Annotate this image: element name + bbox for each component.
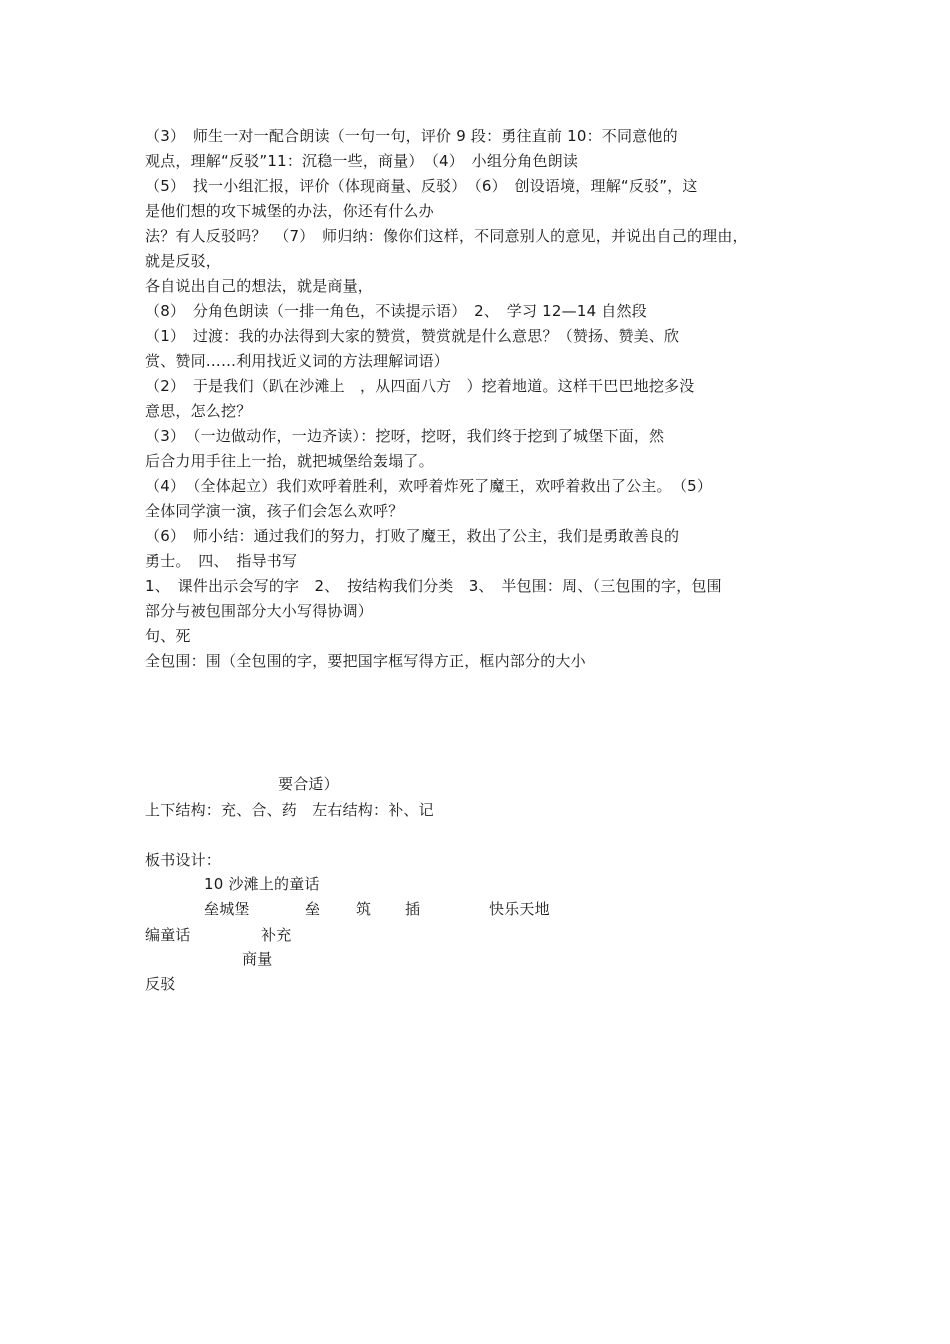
board-item-2: 垒 bbox=[305, 900, 321, 918]
text-line-13: （3） （一边做动作，一边齐读）：挖呀，挖呀，我们终于挖到了城堡下面，然 bbox=[145, 427, 665, 445]
text-line-21: 句、死 bbox=[145, 627, 191, 645]
text-line-18: 勇士。 四、 指导书写 bbox=[145, 552, 298, 570]
text-line-7: 各自说出自己的想法，就是商量， bbox=[145, 277, 374, 295]
board-item-3: 筑 bbox=[356, 900, 372, 918]
text-line-16: 全体同学演一演，孩子们会怎么欢呼？ bbox=[145, 502, 404, 520]
text-line-9: （1） 过渡：我的办法得到大家的赞赏，赞赏就是什么意思？（赞扬、赞美、欣 bbox=[145, 327, 680, 345]
text-line-19: 1、 课件出示会写的字 2、 按结构我们分类 3、 半包围：周、（三包围的字，包围 bbox=[145, 577, 722, 595]
text-line-11: （2） 于是我们（趴在沙滩上 ，从四面八方 ）挖着地道。这样干巴巴地挖多没 bbox=[145, 377, 695, 395]
text-line-22: 全包围：围（全包围的字，要把国字框写得方正，框内部分的大小 bbox=[145, 652, 586, 670]
text-line-15: （4） （全体起立）我们欢呼着胜利，欢呼着炸死了魔王，欢呼着救出了公主。 （5） bbox=[145, 477, 713, 495]
text-line-14: 后合力用手往上一抬，就把城堡给轰塌了。 bbox=[145, 452, 434, 470]
text-line-17: （6） 师小结：通过我们的努力，打败了魔王，救出了公主，我们是勇敢善良的 bbox=[145, 527, 680, 545]
structure-line: 上下结构：充、合、药 左右结构：补、记 bbox=[145, 801, 434, 819]
text-line-3: （5） 找一小组汇报，评价（体现商量、反驳） （6） 创设语境，理解“反驳”，这 bbox=[145, 177, 698, 195]
continuation-line: 要合适） bbox=[278, 775, 339, 793]
board-heading: 板书设计： bbox=[145, 851, 222, 869]
board-mid: 商量 bbox=[242, 950, 273, 968]
text-line-1: （3） 师生一对一配合朗读（一句一句，评价 9 段：勇往直前 10：不同意他的 bbox=[145, 127, 678, 145]
board-left-2: 反驳 bbox=[145, 975, 176, 993]
text-line-10: 赏、赞同……利用找近义词的方法理解词语） bbox=[145, 352, 450, 370]
board-item-4: 插 bbox=[405, 900, 421, 918]
text-line-20: 部分与被包围部分大小写得协调） bbox=[145, 602, 374, 620]
board-title: 10 沙滩上的童话 bbox=[204, 875, 320, 893]
text-line-4: 是他们想的攻下城堡的办法，你还有什么办 bbox=[145, 202, 434, 220]
text-line-6: 就是反驳， bbox=[145, 252, 222, 270]
board-item-5: 快乐天地 bbox=[489, 900, 550, 918]
board-left-1: 编童话 bbox=[145, 926, 191, 944]
text-line-8: （8） 分角色朗读（一排一角色，不读提示语） 2、 学习 12—14 自然段 bbox=[145, 302, 647, 320]
board-item-1: 垒城堡 bbox=[204, 900, 250, 918]
board-right-1: 补充 bbox=[261, 926, 292, 944]
text-line-2: 观点，理解“反驳”11：沉稳一些，商量） （4） 小组分角色朗读 bbox=[145, 152, 579, 170]
text-line-5: 法？有人反驳吗？ （7） 师归纳：像你们这样，不同意别人的意见，并说出自己的理由， bbox=[145, 227, 748, 245]
text-line-12: 意思，怎么挖？ bbox=[145, 402, 252, 420]
